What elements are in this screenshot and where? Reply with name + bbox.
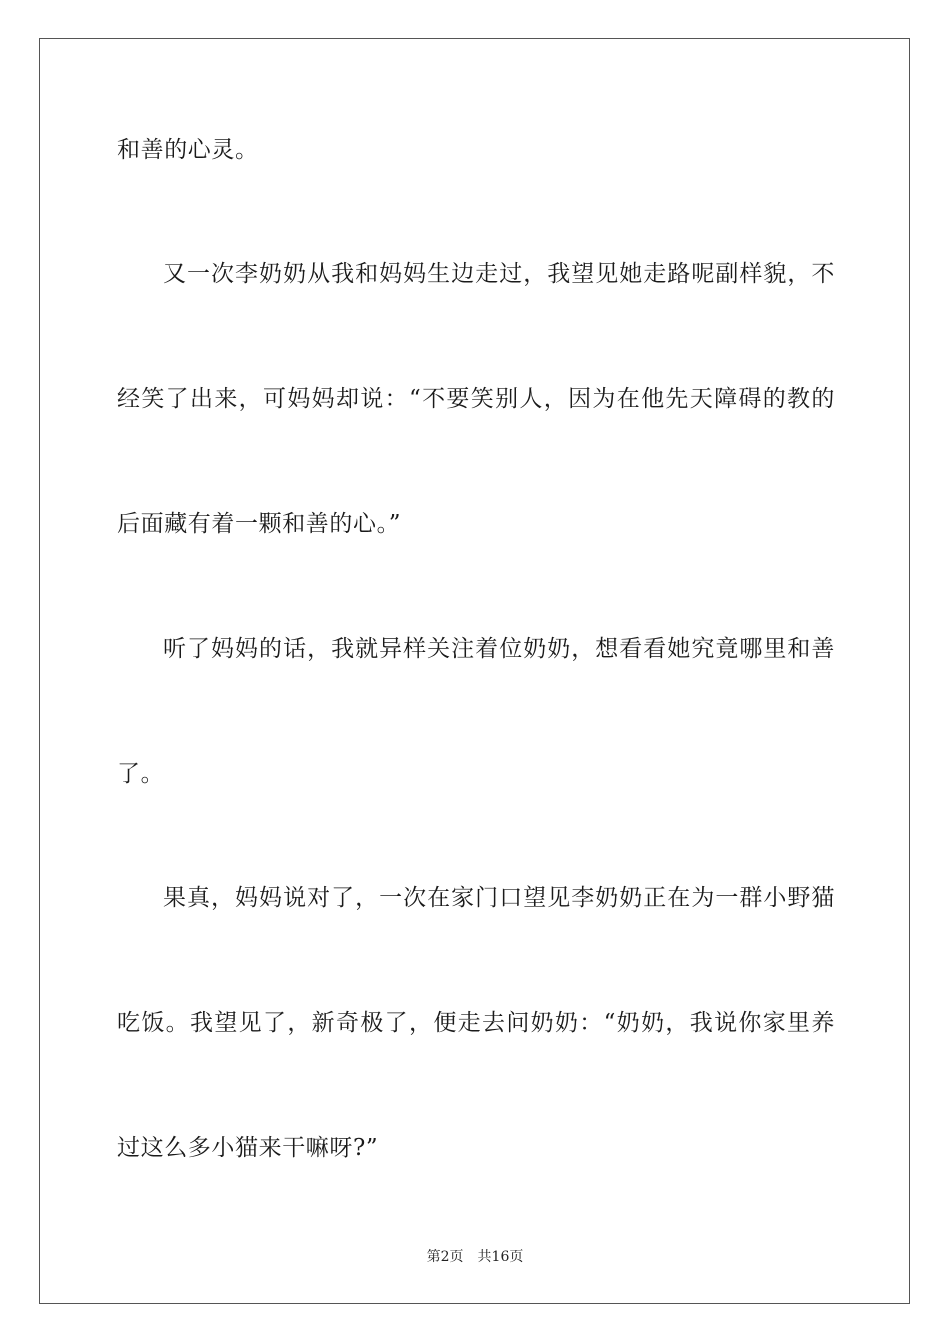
paragraph-4-line-2: 吃饭。我望见了，新奇极了，便走去问奶奶：“奶奶，我说你家里养	[117, 1010, 835, 1036]
page-footer	[0, 1248, 950, 1266]
paragraph-4-line-1: 果真，妈妈说对了，一次在家门口望见李奶奶正在为一群小野猫	[163, 885, 835, 911]
paragraph-4-line-3: 过这么多小猫来干嘛呀?”	[117, 1135, 379, 1161]
paragraph-3-line-2: 了。	[117, 761, 165, 787]
paragraph-2-line-3: 后面藏有着一颗和善的心。”	[117, 511, 402, 537]
page-number: 第2页	[426, 1249, 464, 1265]
page-total: 共16页	[477, 1249, 524, 1265]
page-border	[39, 38, 910, 1304]
paragraph-3-line-1: 听了妈妈的话，我就异样关注着位奶奶，想看看她究竟哪里和善	[163, 636, 835, 662]
text-line-1: 和善的心灵。	[117, 137, 259, 163]
paragraph-2-line-2: 经笑了出来，可妈妈却说：“不要笑别人，因为在他先天障碍的教的	[117, 386, 835, 412]
paragraph-2-line-1: 又一次李奶奶从我和妈妈生边走过，我望见她走路呢副样貌，不	[163, 261, 835, 287]
